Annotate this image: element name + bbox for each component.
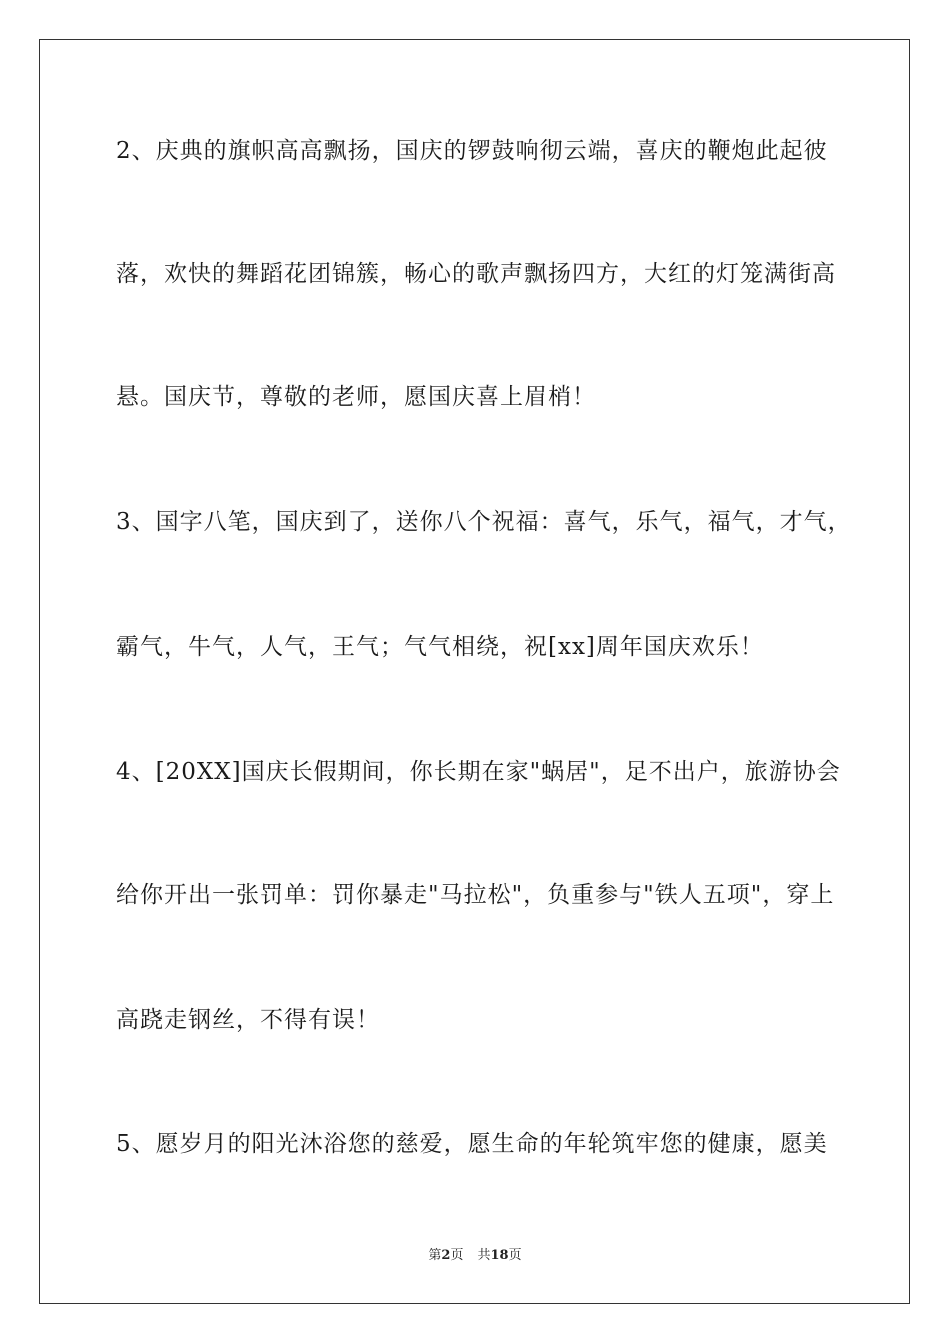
total-prefix: 共 xyxy=(477,1248,491,1263)
text-line: 悬。国庆节，尊敬的老师，愿国庆喜上眉梢！ xyxy=(116,384,596,410)
total-page-count: 18 xyxy=(490,1248,509,1263)
text-line: 落，欢快的舞蹈花团锦簇，畅心的歌声飘扬四方，大红的灯笼满街高 xyxy=(116,261,836,287)
page-border xyxy=(39,39,910,1304)
text-line: 5、愿岁月的阳光沐浴您的慈爱，愿生命的年轮筑牢您的健康，愿美 xyxy=(116,1131,828,1157)
text-line: 3、国字八笔，国庆到了，送你八个祝福：喜气，乐气，福气，才气， xyxy=(116,509,852,535)
total-suffix: 页 xyxy=(508,1248,522,1263)
current-page-number: 2 xyxy=(441,1248,451,1263)
text-line: 给你开出一张罚单：罚你暴走"马拉松"，负重参与"铁人五项"，穿上 xyxy=(116,882,835,908)
page-prefix: 第 xyxy=(428,1248,442,1263)
text-line: 霸气，牛气，人气，王气；气气相绕，祝[xx]周年国庆欢乐！ xyxy=(116,634,764,660)
page-footer xyxy=(0,1247,950,1265)
page-suffix: 页 xyxy=(450,1248,464,1263)
text-line: 高跷走钢丝，不得有误！ xyxy=(116,1007,380,1033)
text-line: 4、[20XX]国庆长假期间，你长期在家"蜗居"，足不出户，旅游协会 xyxy=(116,759,841,785)
text-line: 2、庆典的旗帜高高飘扬，国庆的锣鼓响彻云端，喜庆的鞭炮此起彼 xyxy=(116,138,828,164)
